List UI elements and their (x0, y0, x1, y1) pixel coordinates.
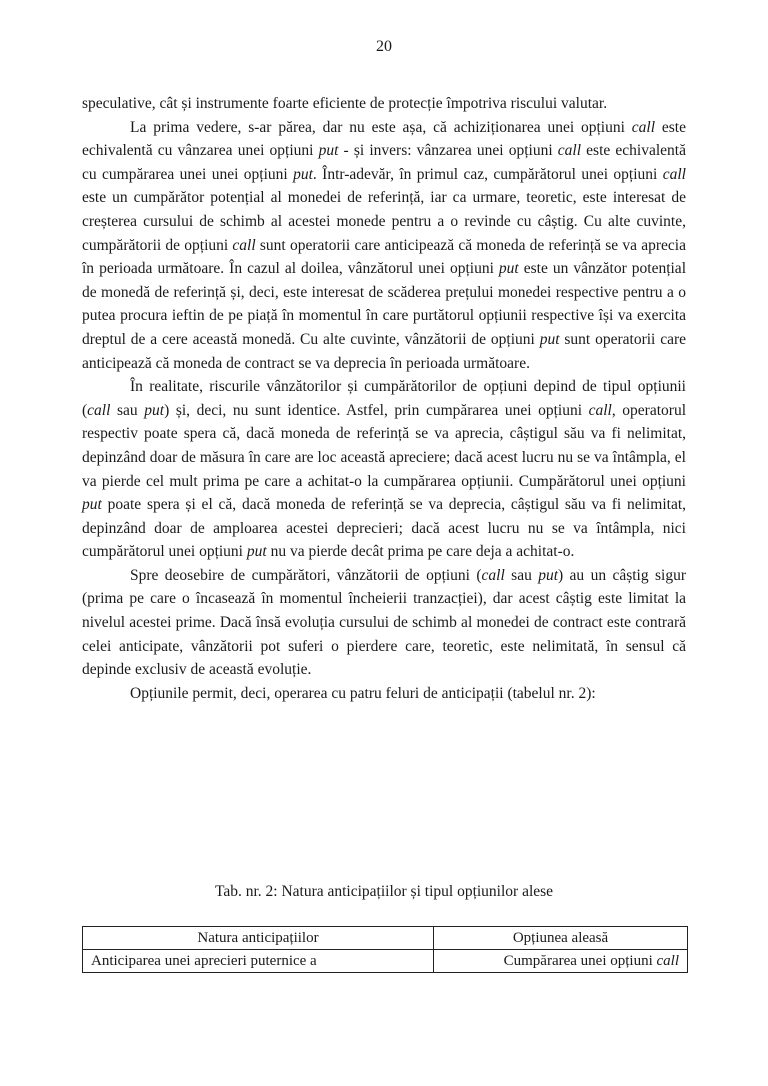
paragraph (82, 682, 686, 706)
text-run: Spre deosebire de cumpărători, vânzătorii de opțiuni ( (130, 566, 482, 584)
text-run: sunt operatorii care anticipează că moneda de contract se va deprecia în perioada următoare. (82, 330, 687, 372)
text-run: este echivalentă cu cumpărarea unei unei opțiuni (82, 142, 686, 183)
text-run: În realitate, riscurile vânzătorilor și cumpărătorilor de opțiuni depind de tipul opțiunii ( (82, 378, 686, 419)
italic-term: put (318, 142, 339, 160)
italic-term: call (87, 401, 111, 419)
italic-term: put (82, 496, 102, 514)
header-anticipation-nature: Natura anticipațiilor (83, 927, 434, 950)
paragraph (82, 564, 686, 682)
option-text: Cumpărarea unei opțiuni (503, 953, 657, 969)
italic-term: call (232, 236, 256, 254)
italic-term: put (539, 330, 560, 348)
italic-term: put (144, 401, 165, 419)
italic-term: put (293, 165, 313, 183)
text-run: La prima vedere, s-ar părea, dar nu este așa, că achiziționarea unei opțiuni (130, 118, 632, 136)
text-run: sau (504, 566, 539, 584)
text-run: ) și, deci, nu sunt identice. Astfel, prin cumpărarea unei opțiuni (164, 401, 589, 419)
text-run: ) au un câștig sigur (prima pe care o încasează în momentul încheierii tranzacției), dar acest câștig este limitat la nivelul acestei prime. Dacă însă evoluția cursului de schimb al monedei de contract este contrară celei anticipate, vânzătorii pot suferi o pierdere care, teoretic, este nelimitată, în sensul că depinde exclusiv de această evoluție. (82, 566, 686, 679)
paragraph (82, 92, 686, 116)
option-type: call (656, 953, 679, 969)
text-run: Opțiunile permit, deci, operarea cu patru feluri de anticipații (tabelul nr. 2): (130, 684, 596, 702)
table-header-row (83, 927, 688, 950)
table-cell-option (434, 950, 688, 973)
header-chosen-option: Opțiunea aleasă (434, 927, 688, 950)
italic-term: put (538, 566, 559, 584)
italic-term: call (557, 142, 582, 160)
page-number: 20 (376, 38, 392, 55)
text-run: speculative, cât și instrumente foarte eficiente de protecție împotriva riscului valutar. (82, 95, 608, 112)
text-run: este echivalentă cu vânzarea unei opțiuni (82, 118, 686, 160)
text-run: este un vânzător potențial de monedă de referință și, deci, este interesat de scăderea prețului monedei respective pentru a o putea procura ieftin de pe piață în momentul în care purtătorul opțiunii respective își va exercita dreptul de a cere această monedă. Cu alte cuvinte, vânzătorii de opțiuni (82, 260, 686, 348)
table-cell-anticipation: Anticiparea unei aprecieri puternice a (83, 950, 434, 973)
table-row (83, 950, 688, 973)
italic-term: put (498, 260, 519, 278)
italic-term: call (662, 165, 686, 183)
paragraph (82, 375, 686, 564)
body-text (82, 92, 686, 705)
text-run: , operatorul respectiv poate spera că, dacă moneda de referință se va aprecia, câștigul său va fi nelimitat, depinzând doar de măsura în care are loc această apreciere; dacă acest lucru nu se va întâmpla, el va pierde cel mult prima pe care a achitat-o la cumpărarea opțiunii. Cumpărătorul unei opțiuni (82, 401, 686, 490)
text-run: - și invers: vânzarea unei opțiuni (338, 142, 558, 160)
italic-term: call (631, 118, 656, 136)
anticipations-table (82, 926, 688, 973)
italic-term: call (588, 401, 612, 419)
table-caption: Tab. nr. 2: Natura anticipațiilor și tipul opțiunilor alese (214, 883, 554, 900)
text-run: . Într-adevăr, în primul caz, cumpărătorul unei opțiuni (312, 165, 663, 183)
italic-term: call (481, 566, 505, 584)
text-run: nu va pierde decât prima pe care deja a achitat-o. (266, 543, 575, 561)
text-run: poate spera și el că, dacă moneda de referință se va deprecia, câștigul său va fi nelimitat, depinzând doar de amploarea acestei deprecieri; dacă acest lucru nu se va întâmpla, nici cumpărătorul unei opțiuni (82, 496, 686, 561)
italic-term: put (246, 543, 267, 561)
text-run: sunt operatorii care anticipează că moneda de referință se va aprecia în perioada următoare. În cazul al doilea, vânzătorul unei opțiuni (82, 236, 686, 278)
text-run: este un cumpărător potențial al monedei de referință, iar ca urmare, teoretic, este interesat de creșterea cursului de schimb al acestei monede pentru a o revinde cu câștig. Cu alte cuvinte, cumpărătorii de opțiuni (82, 189, 686, 254)
paragraph (82, 116, 686, 376)
text-run: sau (110, 401, 145, 419)
